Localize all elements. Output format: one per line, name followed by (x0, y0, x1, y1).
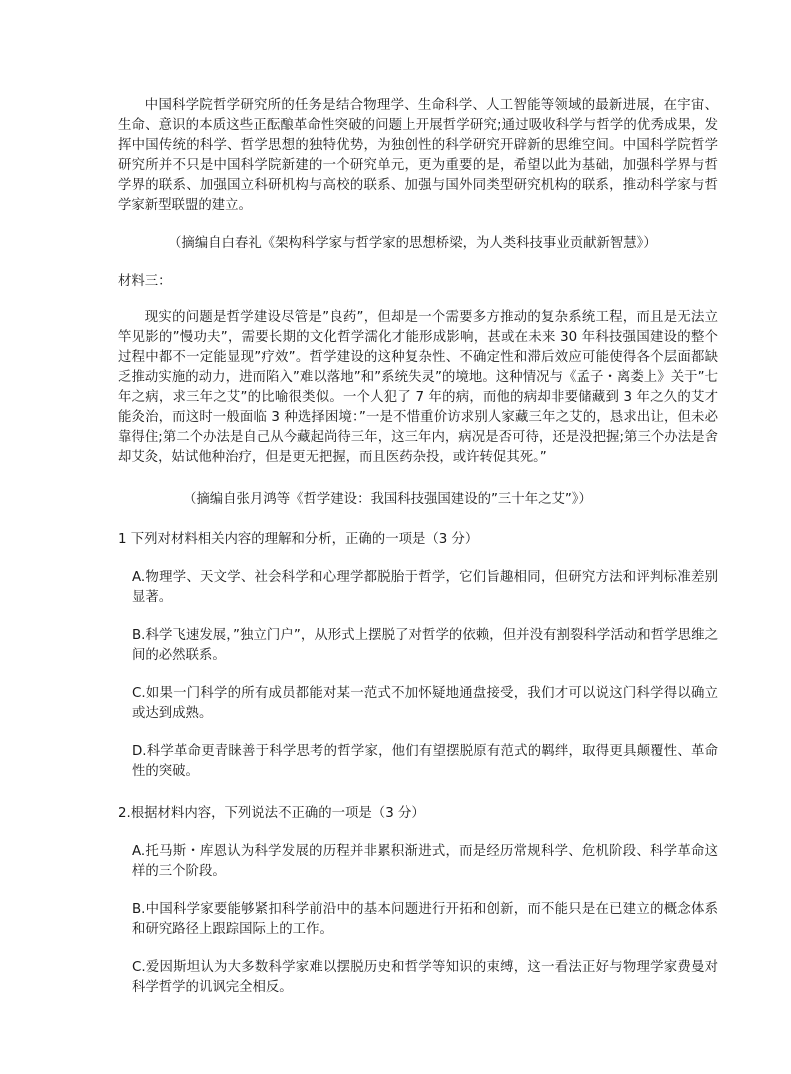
answer-option: C.爱因斯坦认为大多数科学家难以摆脱历史和哲学等知识的束缚，这一看法正好与物理学家费曼对科学哲学的讥讽完全相反。 (132, 960, 718, 995)
answer-option: A.物理学、天文学、社会科学和心理学都脱胎于哲学，它们旨趣相同，但研究方法和评判标准差别显著。 (132, 570, 718, 605)
material-heading: 材料三： (118, 274, 172, 289)
answer-option: A.托马斯・库恩认为科学发展的历程并非累积渐进式，而是经历常规科学、危机阶段、科学革命这样的三个阶段。 (132, 844, 718, 879)
answer-option: B.科学飞速发展，”独立门户”，从形式上摆脱了对哲学的依赖，但并没有割裂科学活动和哲学思维之间的必然联系。 (132, 628, 718, 663)
answer-option: C.如果一门科学的所有成员都能对某一范式不加怀疑地通盘接受，我们才可以说这门科学得以确立或达到成熟。 (132, 686, 718, 721)
question-stem: 2.根据材料内容，下列说法不正确的一项是（3 分） (118, 806, 425, 821)
citation: （摘编自张月鸿等《哲学建设：我国科技强国建设的”三十年之艾”》） (183, 492, 592, 507)
passage-paragraph: 中国科学院哲学研究所的任务是结合物理学、生命科学、人工智能等领域的最新进展，在宇宙、生命、意识的本质这些正酝酿革命性突破的问题上开展哲学研究;通过吸收科学与哲学的优秀成果，发挥中国传统的科学、哲学思想的独特优势，为独创性的科学研究开辟新的思维空间。中国科学院哲学研究所并不只是中国科学院新建的一个研究单元，更为重要的是，希望以此为基础，加强科学界与哲学界的联系、加强国立科研机构与高校的联系、加强与国外同类型研究机构的联系，推动科学家与哲学家新型联盟的建立。 (118, 98, 718, 213)
answer-option: D.科学革命更青睐善于科学思考的哲学家，他们有望摆脱原有范式的羁绊，取得更具颠覆性、革命性的突破。 (132, 744, 718, 779)
answer-option: B.中国科学家要能够紧扣科学前沿中的基本问题进行开拓和创新，而不能只是在已建立的概念体系和研究路径上跟踪国际上的工作。 (132, 902, 718, 937)
citation: （摘编自白春礼《架构科学家与哲学家的思想桥梁，为人类科技事业贡献新智慧》） (168, 236, 657, 251)
question-stem: 1 下列对材料相关内容的理解和分析，正确的一项是（3 分） (118, 532, 479, 547)
document-page (118, 96, 718, 998)
passage-paragraph: 现实的问题是哲学建设尽管是”良药”，但却是一个需要多方推动的复杂系统工程，而且是无法立竿见影的”慢功夫”，需要长期的文化哲学濡化才能形成影响，甚或在未来 30 年科技强国建设的整个过程中都不一定能显现”疗效”。哲学建设的这种复杂性、不确定性和滞后效应可能使得各个层面都缺乏推动实施的动力，进而陷入”难以落地”和”系统失灵”的境地。这种情况与《孟子・离娄上》关于”七年之病，求三年之艾”的比喻很类似。一个人犯了 7 年的病，而他的病却非要储藏到 3 年之久的艾才能灸治，而这时一般面临 3 种选择困境：”一是不惜重价访求别人家藏三年之艾的，恳求出让，但未必靠得住;第二个办法是自己从今藏起尚待三年，这三年内，病况是否可待，还是没把握;第三个办法是舍却艾灸，姑试他种治疗，但是更无把握，而且医药杂投，或许转促其死。” (118, 310, 718, 465)
